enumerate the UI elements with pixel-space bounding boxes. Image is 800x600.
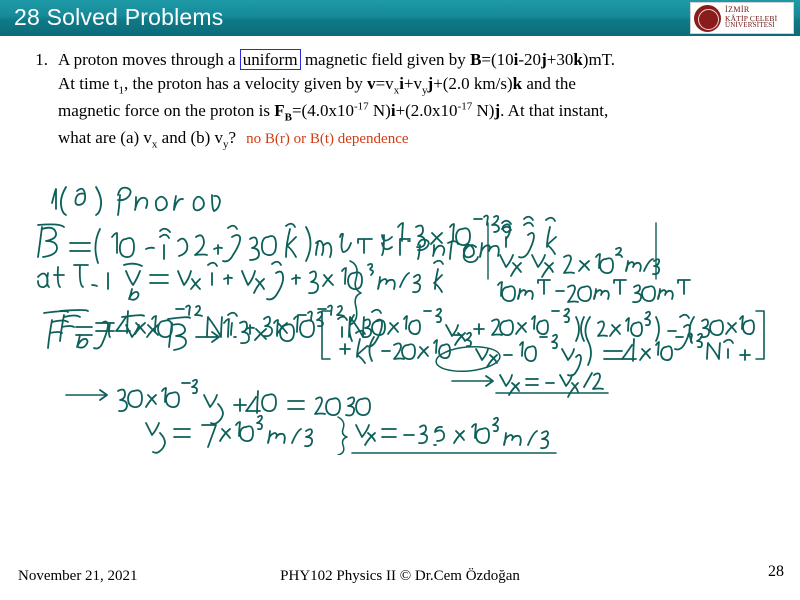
text-line3-f: . At that instant, — [500, 101, 609, 121]
unit-vector-i-1: i — [513, 50, 519, 69]
text-line4-b: and (b) v — [157, 128, 224, 148]
text-line3-d: +(2.0x10 — [395, 101, 458, 121]
unit-vector-i-2: i — [399, 74, 404, 94]
unit-vector-k-1: k — [573, 50, 583, 69]
slide-header-bar — [0, 0, 800, 36]
subscript-1: 1 — [118, 84, 124, 97]
problem-statement — [14, 48, 784, 153]
footer-course-info: PHY102 Physics II © Dr.Cem Özdoğan — [280, 568, 520, 584]
text-seg-6: )mT. — [582, 50, 616, 69]
text-line2-b: , the proton has a velocity given by — [123, 74, 368, 94]
subscript-vy: y — [422, 84, 428, 97]
text-line2-c: =v — [375, 74, 394, 94]
text-line3-c: N) — [368, 101, 391, 121]
exponent-1: -17 — [353, 100, 369, 113]
unit-vector-j-3: j — [494, 101, 501, 121]
exponent-2: -17 — [457, 100, 473, 113]
page-title: 28 Solved Problems — [14, 4, 224, 30]
text-seg-4: -20 — [518, 50, 542, 69]
text-line4-a: what are (a) v — [58, 128, 152, 148]
university-seal-icon — [694, 5, 721, 32]
text-line3-b: =(4.0x10 — [291, 101, 354, 121]
vector-B: B — [470, 50, 482, 69]
subscript-vx-2: x — [151, 138, 158, 151]
text-seg-3: =(10 — [481, 50, 514, 69]
text-seg-1: A proton moves through a — [58, 50, 240, 69]
university-logo — [690, 2, 794, 34]
text-seg-2: magnetic field given by — [300, 50, 471, 69]
footer-date: November 21, 2021 — [18, 568, 138, 584]
text-line3-a: magnetic force on the proton is — [58, 101, 275, 121]
text-seg-5: +30 — [546, 50, 574, 69]
handwritten-solution — [0, 165, 800, 455]
unit-vector-j-2: j — [427, 74, 434, 94]
university-logo-text — [725, 6, 777, 29]
problem-text — [58, 48, 784, 153]
subscript-B: B — [284, 111, 292, 124]
subscript-vy-2: y — [223, 138, 229, 151]
unit-vector-k-2: k — [512, 74, 523, 94]
subscript-vx: x — [393, 84, 400, 97]
unit-vector-j-1: j — [541, 50, 547, 69]
highlighted-word-uniform: uniform — [240, 49, 301, 70]
text-line2-a: At time t — [58, 74, 119, 94]
text-line3-e: N) — [472, 101, 495, 121]
instructor-annotation: no B(r) or B(t) dependence — [246, 131, 409, 148]
page-number: 28 — [768, 563, 784, 580]
vector-F: F — [274, 101, 285, 121]
logo-line-1: İZMİR — [725, 5, 750, 15]
text-line4-c: ? — [228, 128, 237, 148]
text-line2-e: +(2.0 km/s) — [433, 74, 513, 94]
text-line2-f: and the — [522, 74, 576, 94]
logo-line-3: ÜNİVERSİTESİ — [725, 21, 775, 30]
logo-line-2: KÂTİP ÇELEBİ — [725, 13, 778, 23]
text-line2-d: +v — [403, 74, 423, 94]
vector-v: v — [367, 74, 376, 94]
unit-vector-i-3: i — [390, 101, 396, 121]
problem-number: 1. — [35, 50, 48, 69]
